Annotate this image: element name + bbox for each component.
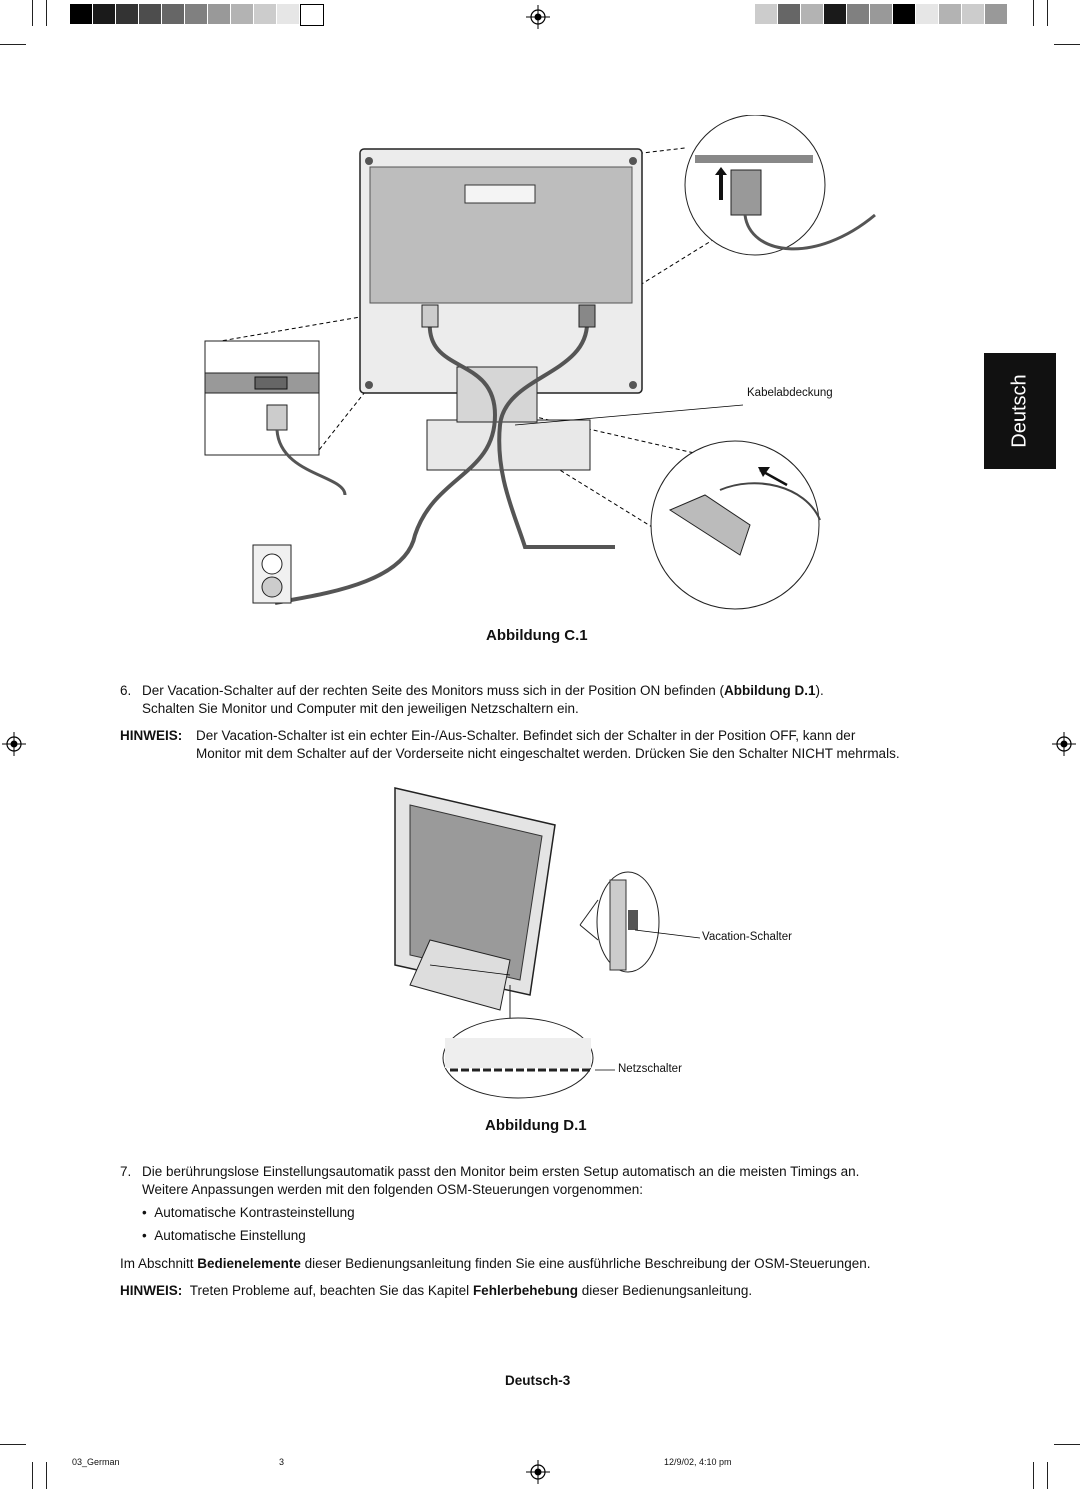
list-item: • Automatische Kontrasteinstellung: [142, 1205, 355, 1220]
registration-swatch: [116, 4, 138, 24]
step6-line1: Der Vacation-Schalter auf der rechten Seite des Monitors muss sich in der Position ON befinden (Abbildung D.1).: [142, 683, 824, 698]
figure-d1-illustration: [370, 780, 710, 1100]
page-number: Deutsch-3: [505, 1373, 571, 1388]
registration-swatch: [824, 4, 846, 24]
registration-swatch: [939, 4, 961, 24]
controls-paragraph: Im Abschnitt Bedienelemente dieser Bedienungsanleitung finden Sie eine ausführliche Beschreibung der OSM-Steuerungen.: [120, 1256, 871, 1271]
registration-swatch: [893, 4, 915, 24]
registration-target-icon: [1052, 732, 1076, 756]
registration-bar-right: [755, 0, 1011, 26]
registration-swatch: [962, 4, 984, 24]
note1-line2: Monitor mit dem Schalter auf der Vorderseite nicht eingeschaltet werden. Drücken Sie den Schalter NICHT mehrmals.: [196, 746, 900, 761]
registration-swatch: [185, 4, 207, 24]
step7-line1: Die berührungslose Einstellungsautomatik passt den Monitor beim ersten Setup automatisch an die meisten Timings an.: [142, 1164, 860, 1179]
registration-swatch: [70, 4, 92, 24]
registration-swatch: [231, 4, 253, 24]
registration-target-icon: [2, 732, 26, 756]
registration-swatch: [93, 4, 115, 24]
figure-c1-illustration: [195, 115, 895, 615]
label-cable-cover: Kabelabdeckung: [747, 387, 833, 399]
footer-page: 3: [279, 1457, 285, 1467]
registration-swatch: [208, 4, 230, 24]
note1-line1: Der Vacation-Schalter ist ein echter Ein-/Aus-Schalter. Befindet sich der Schalter in der Position OFF, kann der: [196, 728, 856, 743]
registration-swatch: [801, 4, 823, 24]
registration-swatch: [847, 4, 869, 24]
footer-file: 03_German: [72, 1457, 120, 1467]
language-tab: [984, 353, 1056, 469]
footer-date: 12/9/02, 4:10 pm: [664, 1457, 732, 1467]
registration-swatch: [870, 4, 892, 24]
note2: HINWEIS: Treten Probleme auf, beachten Sie das Kapitel Fehlerbehebung dieser Bedienungsanleitung.: [120, 1283, 753, 1298]
registration-swatch: [277, 4, 299, 24]
registration-swatch: [778, 4, 800, 24]
registration-swatch: [139, 4, 161, 24]
registration-swatch: [254, 4, 276, 24]
language-tab-label: Deutsch: [1008, 374, 1031, 448]
registration-swatch: [755, 4, 777, 24]
step6-number: 6.: [120, 683, 132, 698]
registration-swatch: [985, 4, 1007, 24]
registration-target-icon: [526, 5, 550, 29]
list-item: • Automatische Einstellung: [142, 1228, 306, 1243]
label-power-switch: Netzschalter: [618, 1063, 682, 1075]
step7-number: 7.: [120, 1164, 132, 1179]
step6-line2: Schalten Sie Monitor und Computer mit den jeweiligen Netzschaltern ein.: [142, 701, 579, 716]
note1-label: HINWEIS:: [120, 728, 183, 743]
figure-d1-caption: Abbildung D.1: [485, 1117, 587, 1134]
registration-bar-left: [70, 0, 326, 26]
registration-target-icon: [526, 1460, 550, 1484]
registration-swatch: [162, 4, 184, 24]
figure-c1-caption: Abbildung C.1: [486, 627, 588, 644]
step7-line2: Weitere Anpassungen werden mit den folgenden OSM-Steuerungen vorgenommen:: [142, 1182, 644, 1197]
label-vacation-switch: Vacation-Schalter: [702, 931, 792, 943]
registration-swatch: [916, 4, 938, 24]
registration-swatch: [300, 4, 324, 26]
